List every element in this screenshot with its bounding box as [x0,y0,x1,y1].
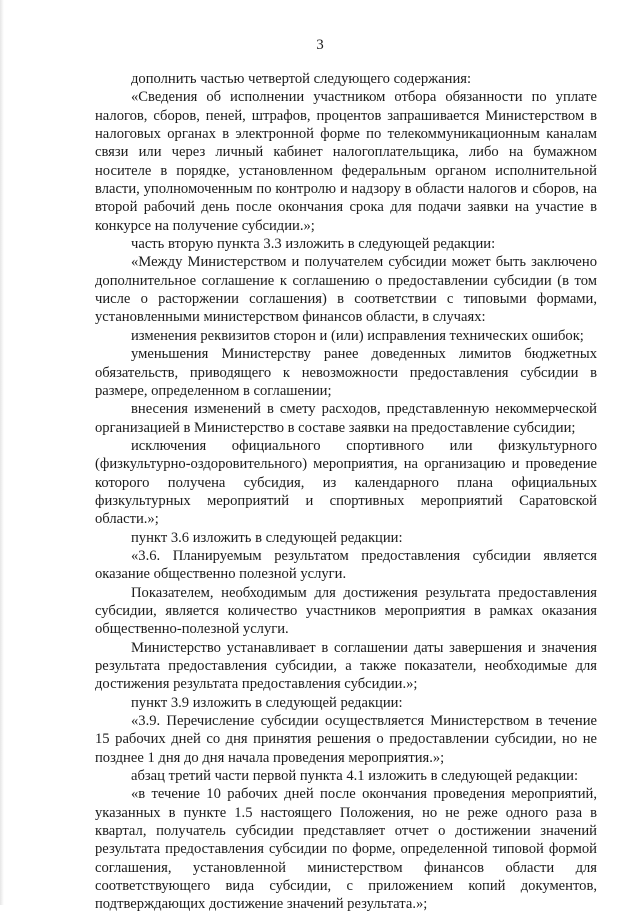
paragraph: изменения реквизитов сторон и (или) исправления технических ошибок; [131,327,584,344]
paragraph: часть вторую пункта 3.3 изложить в следующей редакции: [131,236,496,253]
paragraph: «3.6. Планируемым результатом предоставления субсидии является оказание общественно полезной услуги. [95,547,597,583]
paragraph: исключения официального спортивного или физкультурного (физкультурно-оздоровительного) мероприятия, на организацию и проведение которого получена субсидия, из календарного плана официальных физкультурных мероприятий и спортивных мероприятий Саратовской области.»; [95,437,597,528]
paragraph: пункт 3.6 изложить в следующей редакции: [131,529,403,546]
page-number: 3 [316,37,324,53]
paragraph: «3.9. Перечисление субсидии осуществляется Министерством в течение 15 рабочих дней со дня принятия решения о предоставлении субсидии, но не позднее 1 дня до дня начала проведения мероприятия.»; [95,713,597,766]
paragraph: Министерство устанавливает в соглашении даты завершения и значения результата предоставления субсидии, а также показатели, необходимые для достижения результата предоставления субсидии.»; [95,639,597,693]
paragraph: Показателем, необходимым для достижения результата предоставления субсидии, является количество участников мероприятия в рамках оказания общественно-полезной услуги. [95,584,597,638]
paragraph: пункт 3.9 изложить в следующей редакции: [131,694,403,711]
paragraph: уменьшения Министерству ранее доведенных лимитов бюджетных обязательств, приводящего к невозможности предоставления субсидии в размере, определенном в соглашении; [95,346,597,399]
paragraph: дополнить частью четвертой следующего содержания: [131,71,472,87]
paragraph: абзац третий части первой пункта 4.1 изложить в следующей редакции: [131,768,579,785]
paragraph: внесения изменений в смету расходов, представленную некоммерческой организацией в Министерство в составе заявки на предоставление субсидии; [95,401,597,436]
document-body [95,70,597,914]
scan-edge-shadow [0,0,4,905]
paragraph: «в течение 10 рабочих дней после окончания проведения мероприятий, указанных в пункте 1.5 настоящего Положения, но не реже одного раза в квартал, получатель субсидии представляет отчет о достижении значений результата предоставления субсидии по форме, определенной типовой формой соглашения, установленной министерством финансов области для соответствующего вида субсидии, с приложением копий документов, подтверждающих достижение значений результата.»; [95,786,597,913]
paragraph: «Между Министерством и получателем субсидии может быть заключено дополнительное соглашение к соглашению о предоставлении субсидии (в том числе о расторжении соглашения) в соответствии с типовыми формами, установленными министерством финансов области, в случаях: [95,254,597,326]
paragraph: «Сведения об исполнении участником отбора обязанности по уплате налогов, сборов, пеней, штрафов, процентов запрашивается Министерством в налоговых органах в электронной форме по телекоммуникационным каналам связи или через личный кабинет налогоплательщика, либо на бумажном носителе в порядке, установленном федеральным органом исполнительной власти, уполномоченным по контролю и надзору в области налогов и сборов, на второй рабочий день после окончания срока для подачи заявки на участие в конкурсе на получение субсидии.»; [95,89,597,234]
